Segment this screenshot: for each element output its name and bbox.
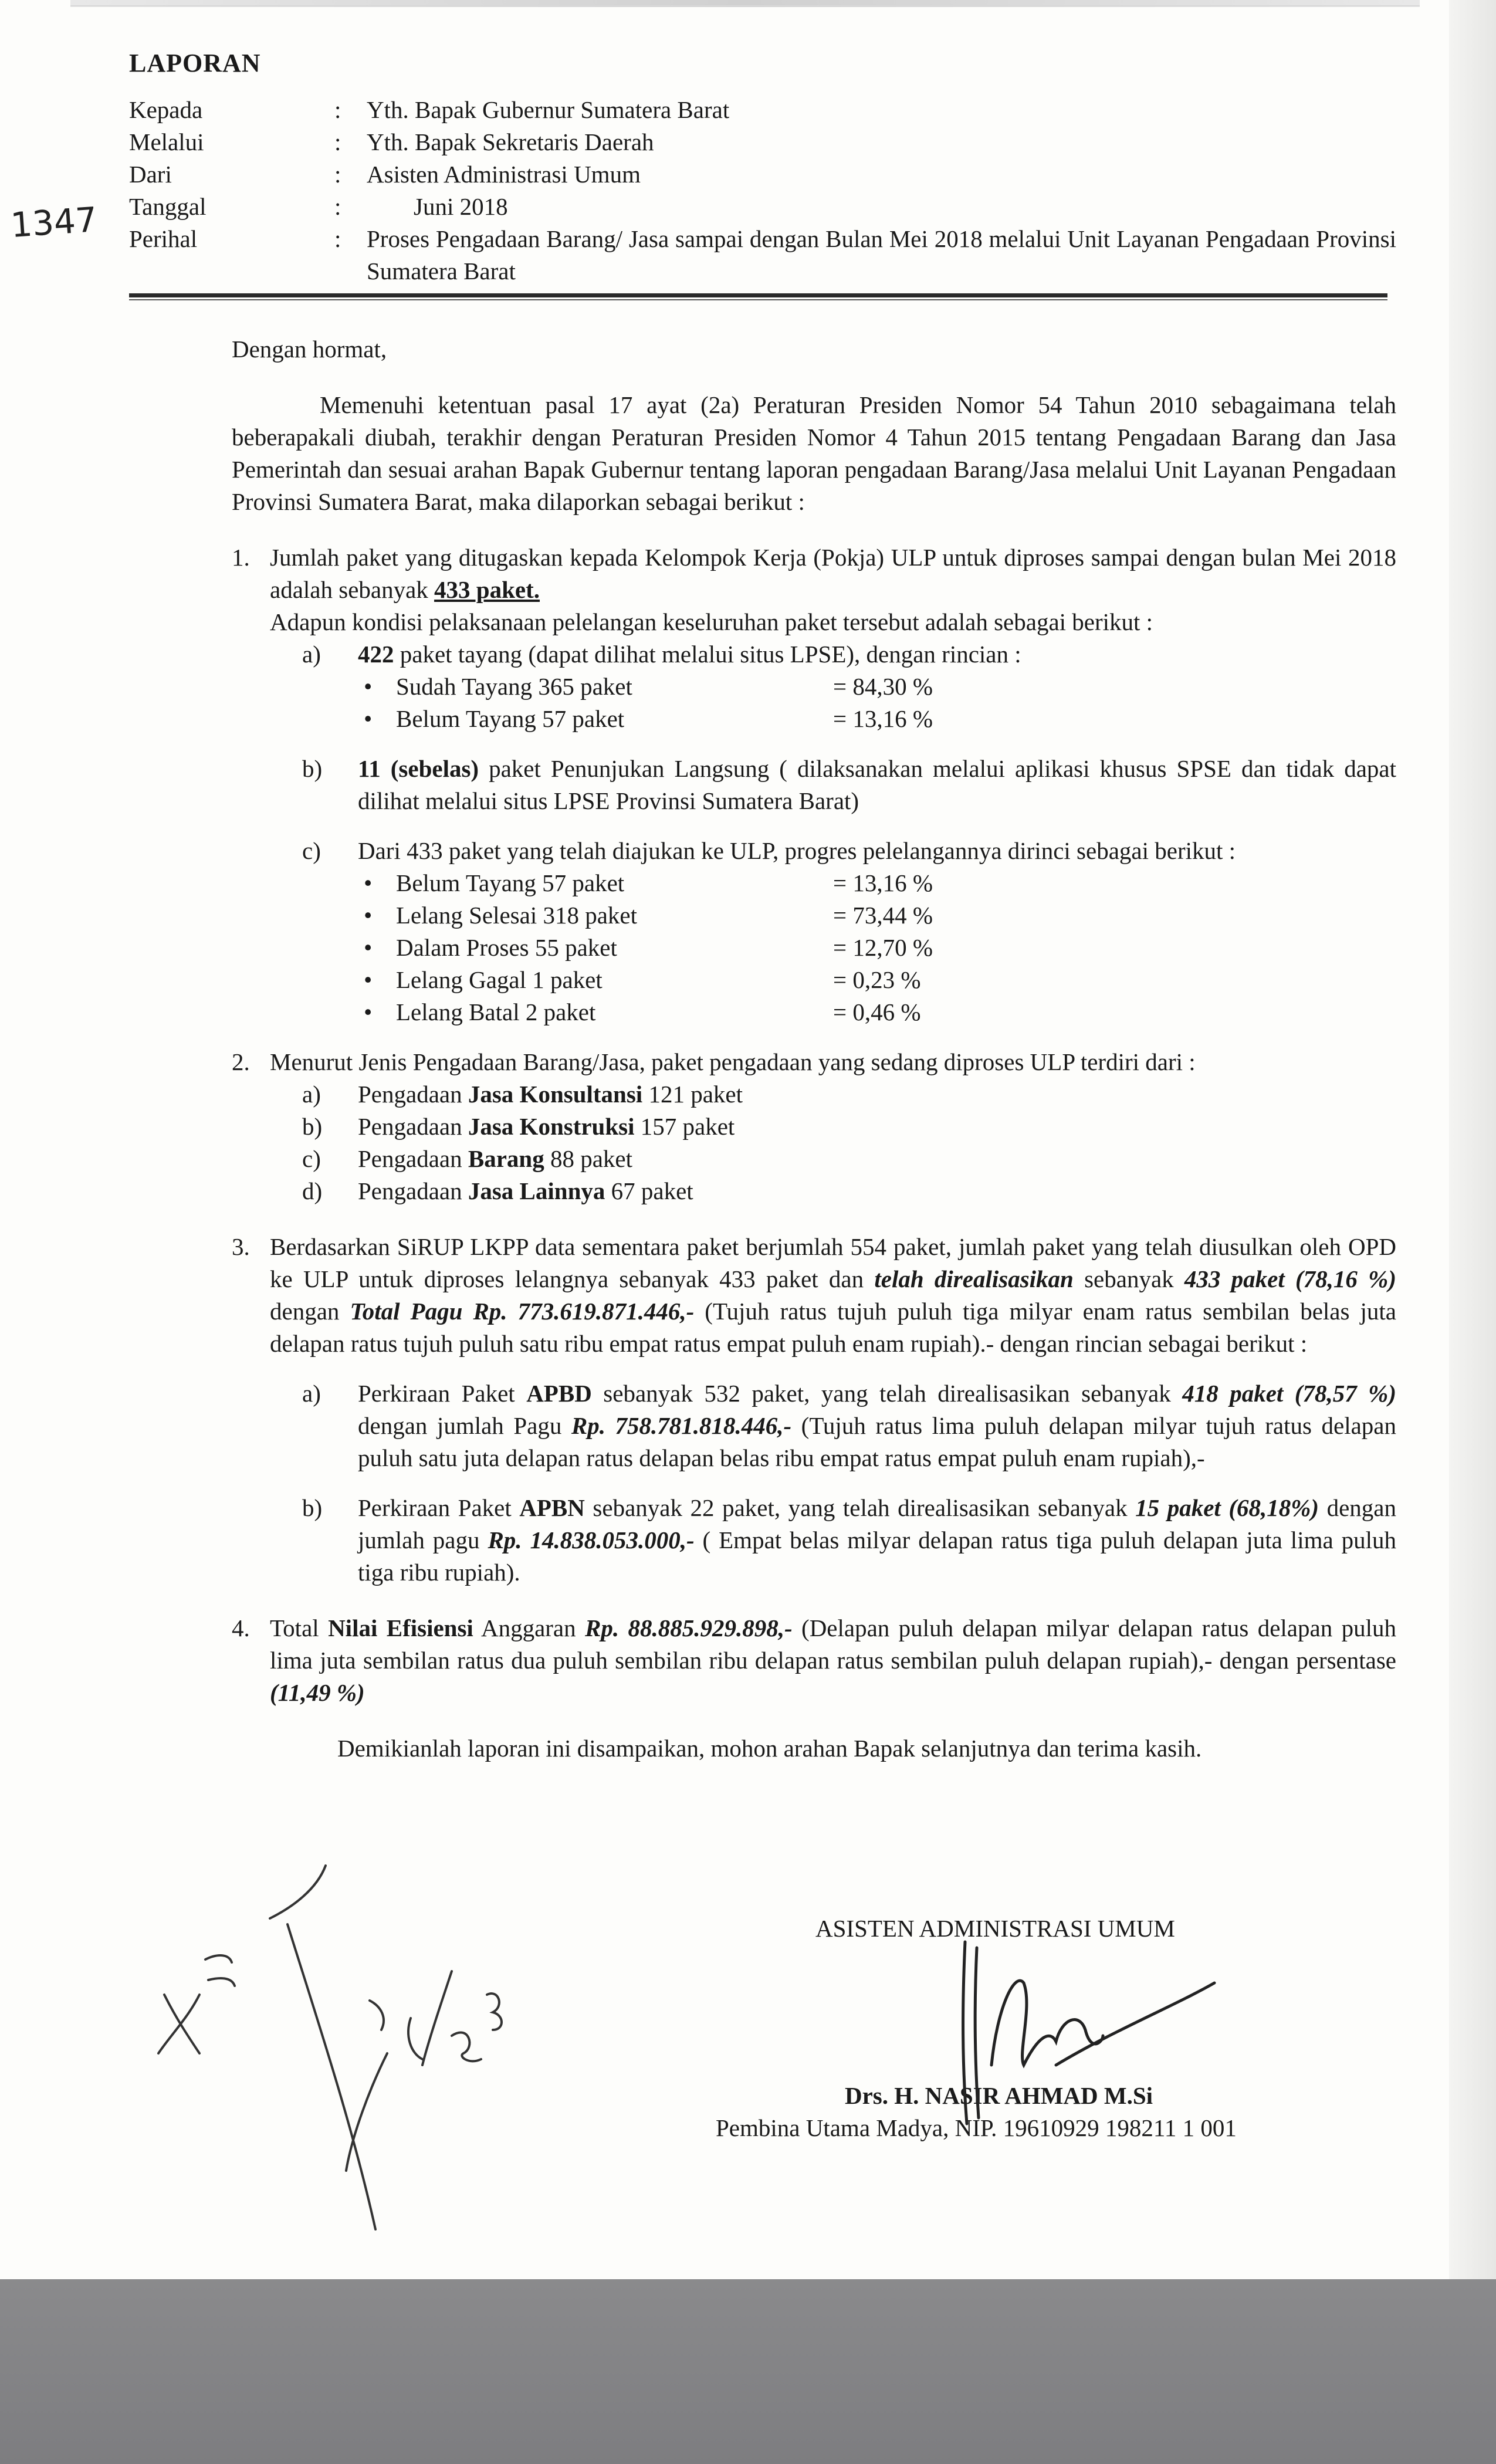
- scan-edge: [1449, 0, 1496, 2279]
- sub-item: c) Pengadaan Barang 88 paket: [302, 1145, 632, 1172]
- list-item-3: 3. Berdasarkan SiRUP LKPP data sementara paket berjumlah 554 paket, jumlah paket yang telah diusulkan oleh OPD ke ULP untuk diproses lelangnya sebanyak 433 paket dan telah direalisasikan sebanyak 433 paket (78,16 %) dengan Total Pagu Rp. 773.619.871.446,- (Tujuh ratus tujuh puluh tiga milyar enam ratus sembilan belas juta delapan ratus tujuh puluh satu ribu empat ratus empat puluh enam rupiah).- dengan rincian sebagai berikut : a) Perkiraan Paket APBD sebanyak 532 paket, yang telah direalisasikan sebanyak 418 paket (78,57 %) dengan jumlah Pagu Rp. 758.781.818.446,- (Tujuh ratus lima puluh delapan milyar tujuh ratus delapan puluh satu juta delapan ratus delapan belas ribu empat ratus empat puluh enam rupiah),- b) Perkiraan Paket APBN sebanyak 22 paket, yang telah direalisasikan sebanyak 15 paket (68,18%) dengan jumlah pagu Rp. 14.838.053.000,- ( Empat belas milyar delapan ratus tiga puluh delapan juta lima puluh tiga ribu rupiah).: [232, 1231, 1396, 1589]
- header-label: Perihal: [129, 225, 198, 252]
- header-colon: :: [334, 193, 341, 220]
- item-number: 4.: [232, 1615, 250, 1641]
- salutation: Dengan hormat,: [232, 336, 387, 363]
- scan-top-edge: [70, 0, 1420, 7]
- sub-item-3b: b) Perkiraan Paket APBN sebanyak 22 paket, yang telah direalisasikan sebanyak 15 paket (68,18%) dengan jumlah pagu Rp. 14.838.053.000,- ( Empat belas milyar delapan ratus tiga puluh delapan juta lima puluh tiga ribu rupiah).: [302, 1494, 1397, 1586]
- list-item-1: [232, 541, 1396, 1028]
- header-row-melalui: [129, 126, 1396, 158]
- letter-header: [129, 94, 1396, 287]
- bullet-row: • Sudah Tayang 365 paket = 84,30 %: [364, 673, 933, 700]
- header-row-kepada: [129, 94, 1396, 126]
- sub-item-1b: b) 11 (sebelas) paket Penunjukan Langsung ( dilaksanakan melalui aplikasi khusus SPSE dan tidak dapat dilihat melalui situs LPSE Provinsi Sumatera Barat): [302, 755, 1396, 814]
- list-item-2: 2. Menurut Jenis Pengadaan Barang/Jasa, paket pengadaan yang sedang diproses ULP terdiri dari : a) Pengadaan Jasa Konsultansi 121 paket b) Pengadaan Jasa Konstruksi 157 paket c) Pengadaan Barang 88 paket d) Pengadaan Jasa Lainnya 67 paket: [232, 1046, 1396, 1207]
- header-colon: :: [334, 128, 341, 155]
- sub-item-1a: a) 422 paket tayang (dapat dilihat melalui situs LPSE), dengan rincian : • Sudah Tayang 365 paket = 84,30 % • Belum Tayang 57 paket = 13,16 %: [270, 638, 1396, 735]
- header-value: Yth. Bapak Sekretaris Daerah: [367, 128, 654, 155]
- total-paket: 433 paket.: [434, 576, 540, 603]
- header-colon: :: [334, 161, 341, 188]
- sub-item: b) Pengadaan Jasa Konstruksi 157 paket: [302, 1113, 735, 1140]
- item-1-line2: Adapun kondisi pelaksanaan pelelangan keseluruhan paket tersebut adalah sebagai berikut :: [270, 608, 1153, 635]
- item-number: 1.: [232, 544, 250, 571]
- bullet-row: • Lelang Batal 2 paket = 0,46 %: [364, 999, 921, 1025]
- signer-title: ASISTEN ADMINISTRASI UMUM: [815, 1915, 1175, 1942]
- header-label: Dari: [129, 161, 172, 188]
- header-value: Proses Pengadaan Barang/ Jasa sampai dengan Bulan Mei 2018 melalui Unit Layanan Pengadaan Provinsi Sumatera Barat: [367, 225, 1396, 285]
- intro-paragraph: Memenuhi ketentuan pasal 17 ayat (2a) Peraturan Presiden Nomor 54 Tahun 2010 sebagaimana telah beberapakali diubah, terakhir dengan Peraturan Presiden Nomor 4 Tahun 2015 tentang Pengadaan Barang dan Jasa Pemerintah dan sesuai arahan Bapak Gubernur tentang laporan pengadaan Barang/Jasa melalui Unit Layanan Pengadaan Provinsi Sumatera Barat, maka dilaporkan sebagai berikut :: [232, 391, 1396, 515]
- bullet-row: • Dalam Proses 55 paket = 12,70 %: [364, 934, 933, 961]
- header-row-tanggal: [129, 191, 1396, 223]
- item-number: 3.: [232, 1233, 250, 1260]
- sub-item-3a: a) Perkiraan Paket APBD sebanyak 532 paket, yang telah direalisasikan sebanyak 418 paket (78,57 %) dengan jumlah Pagu Rp. 758.781.818.446,- (Tujuh ratus lima puluh delapan milyar tujuh ratus delapan puluh satu juta delapan ratus delapan belas ribu empat ratus empat puluh enam rupiah),-: [302, 1380, 1396, 1471]
- list-item-4: 4. Total Nilai Efisiensi Anggaran Rp. 88.885.929.898,- (Delapan puluh delapan milyar delapan ratus delapan puluh lima juta sembilan ratus dua puluh sembilan ribu delapan ratus sembilan puluh delapan rupiah),- dengan persentase (11,49 %): [232, 1612, 1396, 1709]
- signer-nip: Pembina Utama Madya, NIP. 19610929 198211 1 001: [716, 2114, 1237, 2141]
- header-divider-thin: [129, 299, 1387, 300]
- header-value: Asisten Administrasi Umum: [367, 161, 641, 188]
- letter-body: [232, 333, 1396, 1765]
- header-colon: :: [334, 225, 341, 252]
- header-colon: :: [334, 96, 341, 123]
- bullet-row: • Lelang Selesai 318 paket = 73,44 %: [364, 902, 933, 929]
- header-label: Tanggal: [129, 193, 207, 220]
- sub-item: d) Pengadaan Jasa Lainnya 67 paket: [302, 1177, 693, 1204]
- item-1-text: Jumlah paket yang ditugaskan kepada Kelompok Kerja (Pokja) ULP untuk diproses sampai dengan bulan Mei 2018 adalah sebanyak 433 paket.: [270, 544, 1396, 603]
- bullet-row: • Belum Tayang 57 paket = 13,16 %: [364, 705, 933, 732]
- header-divider: [129, 293, 1387, 297]
- header-value: Yth. Bapak Gubernur Sumatera Barat: [367, 96, 730, 123]
- scanner-background: [0, 2279, 1496, 2464]
- sub-item: a) Pengadaan Jasa Konsultansi 121 paket: [302, 1081, 743, 1108]
- handwritten-number: 1347: [9, 199, 99, 246]
- header-value: Juni 2018: [414, 193, 508, 220]
- closing-paragraph: Demikianlah laporan ini disampaikan, mohon arahan Bapak selanjutnya dan terima kasih.: [337, 1735, 1202, 1762]
- signer-name: Drs. H. NASIR AHMAD M.Si: [845, 2082, 1153, 2109]
- document-title: LAPORAN: [129, 49, 261, 77]
- item-number: 2.: [232, 1048, 250, 1075]
- bullet-row: • Lelang Gagal 1 paket = 0,23 %: [364, 966, 921, 993]
- header-row-dari: [129, 158, 1396, 191]
- sub-item-1c: c) Dari 433 paket yang telah diajukan ke ULP, progres pelelangannya dirinci sebagai berikut : • Belum Tayang 57 paket = 13,16 % • Lelang Selesai 318 paket = 73,44 % • Dalam Proses 55 paket = 12,70 % • Lelang Gagal 1 paket = 0,23 % • Lelang Batal 2 paket = 0,46 %: [270, 835, 1396, 1028]
- header-row-perihal: [129, 223, 1396, 287]
- header-label: Melalui: [129, 128, 204, 155]
- header-label: Kepada: [129, 96, 203, 123]
- bullet-row: • Belum Tayang 57 paket = 13,16 %: [364, 869, 933, 896]
